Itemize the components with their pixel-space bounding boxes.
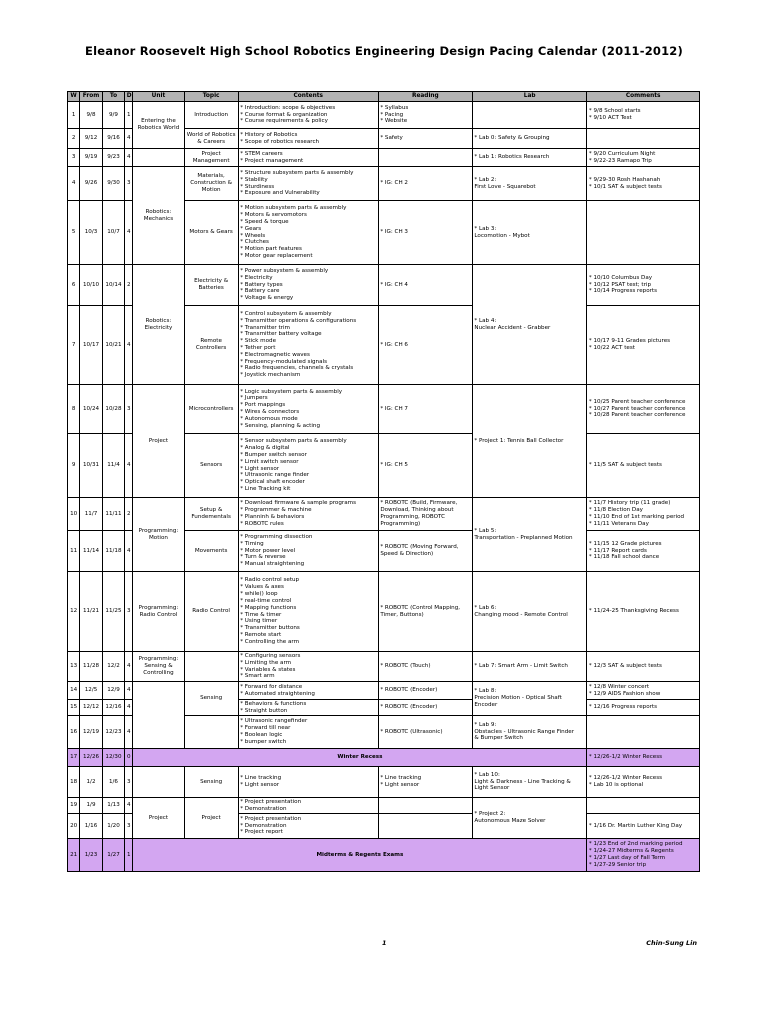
week-to: 10/7 — [102, 201, 124, 265]
contents-cell: * Download firmware & sample programs * Programmer & machine * Planninh & behaviors * ROBOTC rules — [238, 498, 378, 531]
week-to: 10/21 — [102, 306, 124, 385]
lab-cell: * Lab 3: Locomotion - Mybot — [472, 201, 587, 265]
week-days: 3 — [125, 814, 133, 839]
week-from: 12/19 — [80, 716, 102, 749]
contents-cell: * Configuring sensors * Limiting the arm * Variables & states * Smart arm — [238, 652, 378, 682]
contents-cell: * Sensor subsystem parts & assembly * Analog & digital * Bumper switch sensor * Limit switch sensor * Light sensor * Ultrasonic range finder * Optical shaft encoder * Line Tracking kit — [238, 434, 378, 498]
page-number: 1 — [382, 939, 387, 947]
reading-cell: * ROBOTC (Moving Forward, Speed & Direction) — [378, 531, 472, 572]
week-from: 12/26 — [80, 749, 102, 767]
contents-cell: * Radio control setup * Values & axes * while() loop * real-time control * Mapping functions * Time & timer * Using timer * Transmitter buttons * Remote start * Controlling the arm — [238, 572, 378, 652]
week-number: 14 — [68, 682, 80, 700]
table-row — [68, 385, 700, 434]
week-number: 17 — [68, 749, 80, 767]
contents-cell: * History of Robotics * Scope of robotics research — [238, 129, 378, 149]
week-from: 12/12 — [80, 700, 102, 716]
week-to: 12/2 — [102, 652, 124, 682]
table-row — [68, 798, 700, 814]
week-days: 4 — [125, 434, 133, 498]
week-days: 4 — [125, 129, 133, 149]
comments-cell — [587, 129, 700, 149]
unit-cell — [133, 149, 184, 167]
topic-cell: Movements — [184, 531, 238, 572]
lab-cell: * Lab 10: Light & Darkness - Line Tracking & Light Sensor — [472, 767, 587, 798]
col-header-days: D — [125, 92, 133, 102]
week-number: 13 — [68, 652, 80, 682]
week-from: 11/28 — [80, 652, 102, 682]
week-number: 3 — [68, 149, 80, 167]
comments-cell: * 10/25 Parent teacher conference * 10/27 Parent teacher conference * 10/28 Parent teacher conference — [587, 385, 700, 434]
topic-cell — [184, 716, 238, 749]
comments-cell: * 12/26-1/2 Winter Recess * Lab 10 is optional — [587, 767, 700, 798]
unit-cell: Programming: Sensing & Controlling — [133, 652, 184, 682]
week-from: 1/2 — [80, 767, 102, 798]
week-to: 10/28 — [102, 385, 124, 434]
week-days: 4 — [125, 149, 133, 167]
comments-cell — [587, 798, 700, 814]
comments-cell: * 12/26-1/2 Winter Recess — [587, 749, 700, 767]
lab-cell: * Project 1: Tennis Ball Collector — [472, 385, 587, 498]
contents-cell: * STEM careers * Project management — [238, 149, 378, 167]
comments-cell: * 10/10 Columbus Day * 10/12 PSAT test; trip * 10/14 Progress reports — [587, 265, 700, 306]
contents-cell: * Ultrasonic rangefinder * Forward till near * Boolean logic * bumper switch — [238, 716, 378, 749]
midterms-band: Midterms & Regents Exams — [133, 839, 587, 872]
comments-cell: * 12/3 SAT & subject tests — [587, 652, 700, 682]
comments-cell: * 11/24-25 Thanksgiving Recess — [587, 572, 700, 652]
topic-cell: Radio Control — [184, 572, 238, 652]
week-to: 1/27 — [102, 839, 124, 872]
unit-cell: Programming: Radio Control — [133, 572, 184, 652]
week-from: 11/14 — [80, 531, 102, 572]
contents-cell: * Forward for distance * Automated straightening — [238, 682, 378, 700]
topic-cell: Remote Controllers — [184, 306, 238, 385]
contents-cell: * Structure subsystem parts & assembly * Stability * Sturdiness * Exposure and Vulnerability — [238, 167, 378, 201]
table-row — [68, 265, 700, 306]
lab-cell — [472, 102, 587, 129]
week-from: 10/10 — [80, 265, 102, 306]
week-from: 11/7 — [80, 498, 102, 531]
week-days: 1 — [125, 839, 133, 872]
comments-cell: * 9/29-30 Rosh Hashanah * 10/1 SAT & subject tests — [587, 167, 700, 201]
col-header-topic: Topic — [184, 92, 238, 102]
col-header-from: From — [80, 92, 102, 102]
col-header-unit: Unit — [133, 92, 184, 102]
week-from: 1/23 — [80, 839, 102, 872]
unit-cell — [133, 682, 184, 749]
comments-cell: * 11/5 SAT & subject tests — [587, 434, 700, 498]
contents-cell: * Behaviors & functions * Straight button — [238, 700, 378, 716]
week-from: 10/17 — [80, 306, 102, 385]
week-number: 20 — [68, 814, 80, 839]
week-days: 4 — [125, 682, 133, 700]
contents-cell: * Programming dissection * Timing * Motor power level * Turn & reverse * Manual straightening — [238, 531, 378, 572]
reading-cell — [378, 798, 472, 814]
unit-cell — [133, 767, 184, 798]
reading-cell: * IG: CH 4 — [378, 265, 472, 306]
week-number: 21 — [68, 839, 80, 872]
table-row — [68, 572, 700, 652]
author-name: Chin-Sung Lin — [646, 939, 697, 947]
week-number: 4 — [68, 167, 80, 201]
reading-cell: * Line tracking * Light sensor — [378, 767, 472, 798]
week-days: 4 — [125, 306, 133, 385]
week-days: 3 — [125, 767, 133, 798]
contents-cell: * Line tracking * Light sensor — [238, 767, 378, 798]
col-header-lab: Lab — [472, 92, 587, 102]
week-to: 12/30 — [102, 749, 124, 767]
col-header-to: To — [102, 92, 124, 102]
contents-cell: * Project presentation * Demonstration * Project report — [238, 814, 378, 839]
week-days: 3 — [125, 167, 133, 201]
comments-cell: * 12/8 Winter concert * 12/9 AIDS Fashion show — [587, 682, 700, 700]
winter-recess-band: Winter Recess — [133, 749, 587, 767]
topic-cell — [184, 652, 238, 682]
week-to: 1/6 — [102, 767, 124, 798]
topic-cell: Materials, Construction & Motion — [184, 167, 238, 201]
week-days: 2 — [125, 498, 133, 531]
week-number: 7 — [68, 306, 80, 385]
table-row — [68, 498, 700, 531]
reading-cell: * ROBOTC (Ultrasonic) — [378, 716, 472, 749]
topic-cell: Sensing — [184, 682, 238, 716]
contents-cell: * Power subsystem & assembly * Electricity * Battery types * Battery care * Voltage & energy — [238, 265, 378, 306]
comments-cell: * 12/16 Progress reports — [587, 700, 700, 716]
unit-cell: Robotics: Mechanics — [133, 167, 184, 265]
topic-cell: Introduction — [184, 102, 238, 129]
week-from: 12/5 — [80, 682, 102, 700]
topic-cell: Project Management — [184, 149, 238, 167]
topic-cell: Electricity & Batteries — [184, 265, 238, 306]
week-to: 12/23 — [102, 716, 124, 749]
week-days: 1 — [125, 102, 133, 129]
week-to: 9/9 — [102, 102, 124, 129]
week-to: 11/25 — [102, 572, 124, 652]
week-to: 12/9 — [102, 682, 124, 700]
reading-cell: * Safety — [378, 129, 472, 149]
pacing-calendar-table — [67, 91, 700, 872]
unit-cell: Entering the Robotics World — [133, 102, 184, 149]
week-days: 4 — [125, 700, 133, 716]
unit-cell: Project — [133, 798, 184, 839]
table-row — [68, 682, 700, 700]
reading-cell: * IG: CH 6 — [378, 306, 472, 385]
comments-cell: * 9/8 School starts * 9/10 ACT Test — [587, 102, 700, 129]
contents-cell: * Project presentation * Demonstration — [238, 798, 378, 814]
week-number: 1 — [68, 102, 80, 129]
comments-cell — [587, 201, 700, 265]
lab-cell: * Project 2: Autonomous Maze Solver — [472, 798, 587, 839]
lab-cell: * Lab 9: Obstacles - Ultrasonic Range Finder & Bumper Switch — [472, 716, 587, 749]
comments-cell: * 9/20 Curriculum Night * 9/22-23 Ramapo Trip — [587, 149, 700, 167]
comments-cell: * 10/17 9-11 Grades pictures * 10/22 ACT test — [587, 306, 700, 385]
reading-cell — [378, 814, 472, 839]
comments-cell: * 1/16 Dr. Martin Luther King Day — [587, 814, 700, 839]
lab-cell: * Lab 7: Smart Arm - Limit Switch — [472, 652, 587, 682]
reading-cell: * IG: CH 2 — [378, 167, 472, 201]
topic-cell: Setup & Fundementals — [184, 498, 238, 531]
header-row — [68, 92, 700, 102]
comments-cell: * 1/23 End of 2nd marking period * 1/24-27 Midterms & Regents * 1/27 Last day of Fall Term * 1/27-29 Senior trip — [587, 839, 700, 872]
reading-cell: * ROBOTC (Encoder) — [378, 700, 472, 716]
topic-cell: Sensors — [184, 434, 238, 498]
week-days: 0 — [125, 749, 133, 767]
week-from: 1/16 — [80, 814, 102, 839]
week-number: 12 — [68, 572, 80, 652]
week-days: 4 — [125, 201, 133, 265]
reading-cell: * IG: CH 5 — [378, 434, 472, 498]
table-row — [68, 652, 700, 682]
col-header-week: W — [68, 92, 80, 102]
contents-cell: * Logic subsystem parts & assembly * Jumpers * Port mappings * Wires & connectors * Autonomous mode * Sensing, planning & acting — [238, 385, 378, 434]
reading-cell: * ROBOTC (Encoder) — [378, 682, 472, 700]
col-header-contents: Contents — [238, 92, 378, 102]
week-from: 9/8 — [80, 102, 102, 129]
contents-cell: * Motion subsystem parts & assembly * Motors & servomotors * Speed & torque * Gears * Wheels * Clutches * Motion part features * Motor gear replacement — [238, 201, 378, 265]
table-row — [68, 839, 700, 872]
week-number: 8 — [68, 385, 80, 434]
lab-cell: * Lab 6: Changing mood - Remote Control — [472, 572, 587, 652]
topic-cell: Sensing — [184, 767, 238, 798]
col-header-reading: Reading — [378, 92, 472, 102]
comments-cell — [587, 716, 700, 749]
week-number: 2 — [68, 129, 80, 149]
topic-cell: Motors & Gears — [184, 201, 238, 265]
week-from: 9/19 — [80, 149, 102, 167]
reading-cell — [378, 149, 472, 167]
week-number: 18 — [68, 767, 80, 798]
week-from: 10/24 — [80, 385, 102, 434]
week-number: 5 — [68, 201, 80, 265]
contents-cell: * Control subsystem & assembly * Transmitter operations & configurations * Transmitter trim * Transmitter battery voltage * Stick mode * Tether port * Electromagnetic waves * Frequency-modulated signals * Radio frequencies, channels & crystals * Joystick mechanism — [238, 306, 378, 385]
topic-cell: Microcontrollers — [184, 385, 238, 434]
unit-cell: Robotics: Electricity — [133, 265, 184, 385]
document-title: Eleanor Roosevelt High School Robotics Engineering Design Pacing Calendar (2011-2012) — [85, 44, 683, 58]
week-to: 1/13 — [102, 798, 124, 814]
lab-cell: * Lab 1: Robotics Research — [472, 149, 587, 167]
week-to: 9/23 — [102, 149, 124, 167]
table-row — [68, 749, 700, 767]
week-number: 11 — [68, 531, 80, 572]
week-days: 3 — [125, 385, 133, 434]
week-days: 4 — [125, 716, 133, 749]
lab-cell: * Lab 5: Transportation - Preplanned Motion — [472, 498, 587, 572]
reading-cell: * IG: CH 3 — [378, 201, 472, 265]
comments-cell: * 11/7 History trip (11 grade) * 11/8 Election Day * 11/10 End of 1st marking period * 11/11 Veterans Day — [587, 498, 700, 531]
unit-cell: Programming: Motion — [133, 498, 184, 572]
reading-cell: * Syllabus * Pacing * Website — [378, 102, 472, 129]
week-days: 4 — [125, 798, 133, 814]
week-number: 16 — [68, 716, 80, 749]
table-row — [68, 102, 700, 129]
week-number: 19 — [68, 798, 80, 814]
week-to: 11/11 — [102, 498, 124, 531]
reading-cell: * IG: CH 7 — [378, 385, 472, 434]
week-from: 9/26 — [80, 167, 102, 201]
week-to: 11/4 — [102, 434, 124, 498]
week-number: 6 — [68, 265, 80, 306]
week-from: 11/21 — [80, 572, 102, 652]
table-row — [68, 167, 700, 201]
week-days: 4 — [125, 652, 133, 682]
col-header-comments: Comments — [587, 92, 700, 102]
reading-cell: * ROBOTC (Control Mapping, Timer, Buttons) — [378, 572, 472, 652]
week-days: 3 — [125, 572, 133, 652]
topic-cell: Project — [184, 798, 238, 839]
week-from: 1/9 — [80, 798, 102, 814]
contents-cell: * Introduction: scope & objectives * Course format & organization * Course requirements & policy — [238, 102, 378, 129]
unit-cell: Project — [133, 385, 184, 498]
lab-cell: * Lab 2: First Love - Squarebot — [472, 167, 587, 201]
topic-cell: World of Robotics & Careers — [184, 129, 238, 149]
table-row — [68, 149, 700, 167]
reading-cell: * ROBOTC (Touch) — [378, 652, 472, 682]
lab-cell: * Lab 8: Precision Motion - Optical Shaft Encoder — [472, 682, 587, 716]
week-from: 10/31 — [80, 434, 102, 498]
week-to: 12/16 — [102, 700, 124, 716]
comments-cell: * 11/15 12 Grade pictures * 11/17 Report cards * 11/18 Fall school dance — [587, 531, 700, 572]
week-number: 15 — [68, 700, 80, 716]
table-row — [68, 767, 700, 798]
week-to: 1/20 — [102, 814, 124, 839]
week-days: 4 — [125, 531, 133, 572]
week-days: 2 — [125, 265, 133, 306]
week-to: 9/30 — [102, 167, 124, 201]
week-from: 10/3 — [80, 201, 102, 265]
week-to: 10/14 — [102, 265, 124, 306]
lab-cell: * Lab 4: Nuclear Accident - Grabber — [472, 265, 587, 385]
week-number: 10 — [68, 498, 80, 531]
reading-cell: * ROBOTC (Build, Firmware, Download, Thinking about Programming, ROBOTC Programming) — [378, 498, 472, 531]
week-to: 9/16 — [102, 129, 124, 149]
week-from: 9/12 — [80, 129, 102, 149]
week-number: 9 — [68, 434, 80, 498]
week-to: 11/18 — [102, 531, 124, 572]
lab-cell: * Lab 0: Safety & Grouping — [472, 129, 587, 149]
